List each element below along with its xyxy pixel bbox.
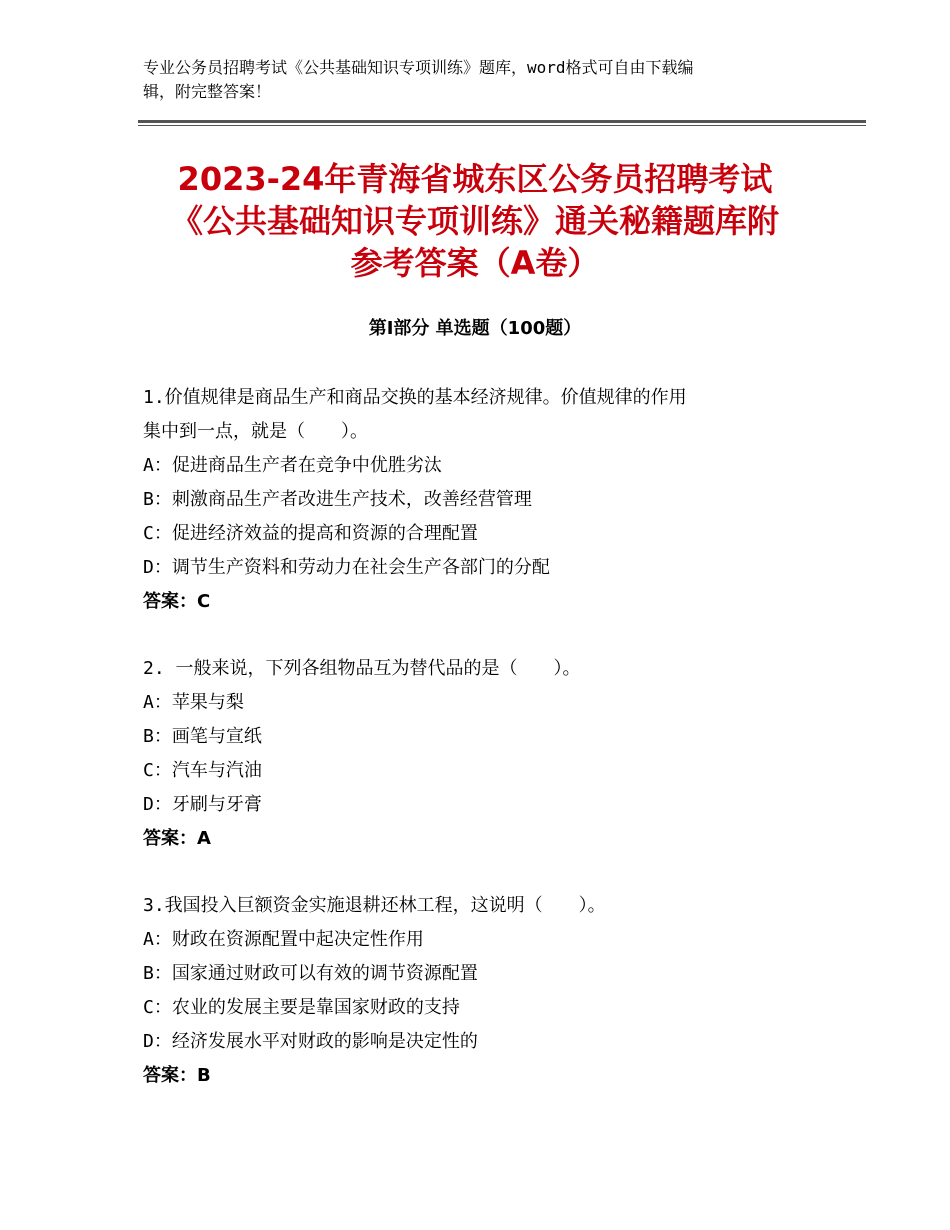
document-title-line-1: 2023-24年青海省城东区公务员招聘考试 [177,160,773,198]
option-d: D：调节生产资料和劳动力在社会生产各部门的分配 [143,557,550,578]
option-c: C：促进经济效益的提高和资源的合理配置 [143,523,478,544]
question-list [143,381,823,1126]
question-stem: 3.我国投入巨额资金实施退耕还林工程，这说明（ ）。 [143,895,606,916]
question-2 [143,652,823,856]
header-divider [138,120,866,126]
answer: 答案：C [143,591,211,612]
option-c: C：农业的发展主要是靠国家财政的支持 [143,997,460,1018]
header-note [143,56,803,104]
question-stem: 2. 一般来说，下列各组物品互为替代品的是（ ）。 [143,658,581,679]
option-c: C：汽车与汽油 [143,760,262,781]
option-d: D：经济发展水平对财政的影响是决定性的 [143,1031,478,1052]
option-a: A：苹果与梨 [143,692,244,713]
question-stem: 1.价值规律是商品生产和商品交换的基本经济规律。价值规律的作用 [143,387,687,408]
answer: 答案：A [143,828,211,849]
option-d: D：牙刷与牙膏 [143,794,262,815]
document-title [138,158,812,284]
option-a: A：促进商品生产者在竞争中优胜劣汰 [143,455,442,476]
question-3 [143,889,823,1093]
section-title: 第Ⅰ部分 单选题（100题） [368,318,582,339]
question-stem-continued: 集中到一点，就是（ ）。 [143,421,368,442]
answer: 答案：B [143,1065,211,1086]
header-note-line-1: 专业公务员招聘考试《公共基础知识专项训练》题库，word格式可自由下载编 [143,58,694,77]
option-b: B：国家通过财政可以有效的调节资源配置 [143,963,478,984]
document-title-line-3: 参考答案（A卷） [350,244,600,282]
header-note-line-2: 辑，附完整答案！ [143,82,272,101]
option-b: B：刺激商品生产者改进生产技术，改善经营管理 [143,489,532,510]
document-title-line-2: 《公共基础知识专项训练》通关秘籍题库附 [170,202,779,240]
divider-thin-line [138,125,866,126]
option-a: A：财政在资源配置中起决定性作用 [143,929,424,950]
question-1 [143,381,823,619]
option-b: B：画笔与宣纸 [143,726,262,747]
